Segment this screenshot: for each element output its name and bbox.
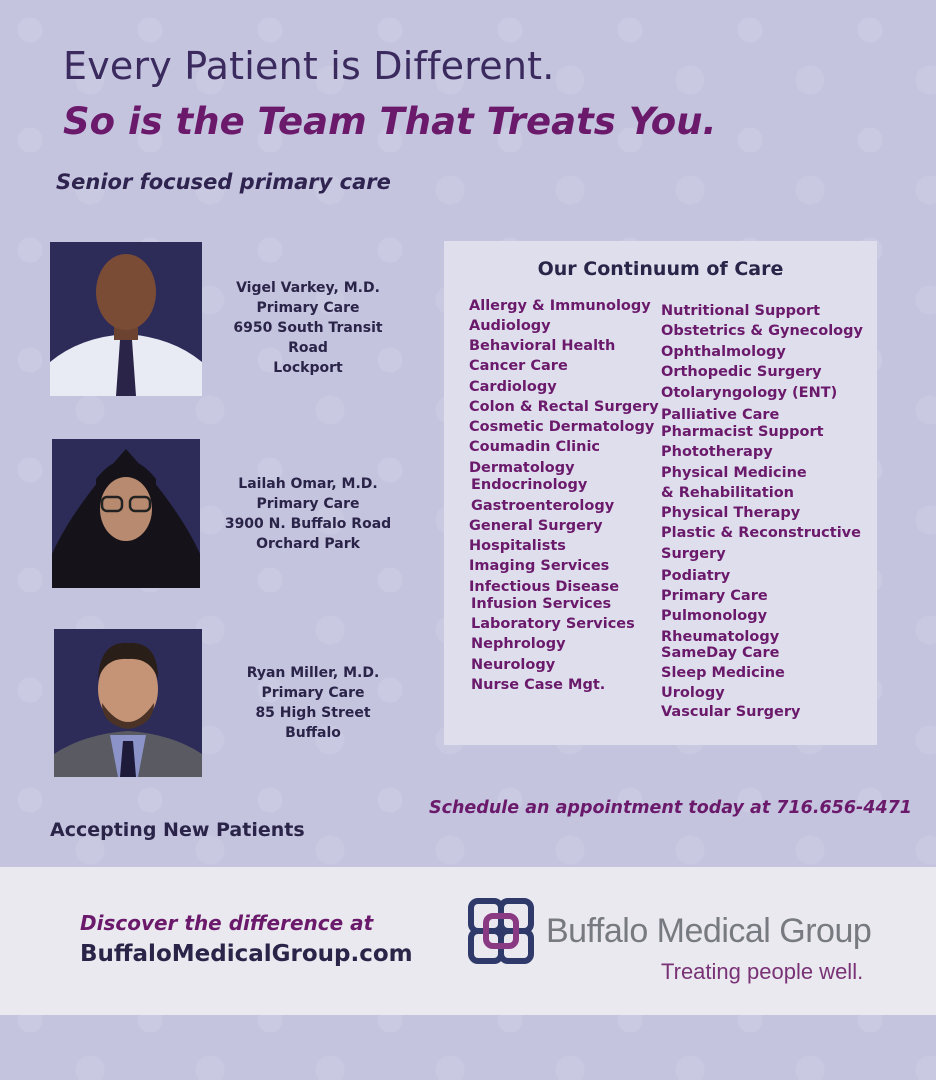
care-item: Pharmacist Support: [661, 424, 824, 440]
doctor-specialty: Primary Care: [261, 685, 365, 701]
care-item: Colon & Rectal Surgery: [469, 399, 659, 415]
care-item: Otolaryngology (ENT): [661, 385, 838, 401]
care-item: Pulmonology: [661, 608, 768, 624]
doctor-info-varkey: [213, 278, 403, 378]
brand-name: Buffalo Medical Group: [546, 912, 872, 950]
schedule-appointment-text: Schedule an appointment today at 716.656-4471: [429, 798, 912, 818]
website-link[interactable]: BuffaloMedicalGroup.com: [80, 941, 413, 967]
care-item: Nurse Case Mgt.: [471, 677, 606, 693]
care-item: Infectious Disease: [469, 579, 620, 595]
doctor-name: Lailah Omar, M.D.: [238, 476, 378, 492]
care-item: General Surgery: [469, 518, 603, 534]
care-item: Plastic & Reconstructive: [661, 525, 861, 541]
care-item: Primary Care: [661, 588, 768, 604]
care-item: Rheumatology: [661, 629, 780, 645]
continuum-of-care-box: [444, 241, 877, 745]
care-item: Hospitalists: [469, 538, 566, 554]
care-item: Palliative Care: [661, 407, 780, 423]
care-item: Obstetrics & Gynecology: [661, 323, 863, 339]
doctor-name: Ryan Miller, M.D.: [246, 665, 380, 681]
care-item: Nutritional Support: [661, 303, 821, 319]
care-item: Urology: [661, 685, 725, 701]
care-item: Orthopedic Surgery: [661, 364, 822, 380]
doctor-photo-omar: [52, 439, 200, 588]
care-item: Dermatology: [469, 460, 575, 476]
doctor-specialty: Primary Care: [256, 496, 360, 512]
care-item: Audiology: [469, 318, 551, 334]
headline-line-1: Every Patient is Different.: [63, 44, 555, 88]
care-item: & Rehabilitation: [661, 485, 794, 501]
care-item: Nephrology: [471, 636, 566, 652]
care-item: Cardiology: [469, 379, 557, 395]
care-item: Imaging Services: [469, 558, 610, 574]
doctor-info-omar: [213, 474, 403, 554]
doctor-city: Buffalo: [285, 725, 341, 741]
care-item: Coumadin Clinic: [469, 439, 601, 455]
doctor-info-miller: [218, 663, 408, 743]
tagline: Senior focused primary care: [56, 170, 391, 194]
accepting-new-patients: Accepting New Patients: [50, 819, 305, 841]
care-item: Behavioral Health: [469, 338, 616, 354]
care-item: Infusion Services: [471, 596, 612, 612]
care-item: Ophthalmology: [661, 344, 786, 360]
brand-slogan: Treating people well.: [661, 959, 864, 984]
interlocking-squares-logo-icon: [468, 898, 534, 964]
doctor-specialty: Primary Care: [256, 300, 360, 316]
care-item: Physical Medicine: [661, 465, 807, 481]
doctor-photo-varkey: [50, 242, 202, 396]
care-item: Sleep Medicine: [661, 665, 785, 681]
doctor-address: 3900 N. Buffalo Road: [224, 516, 392, 532]
doctor-name: Vigel Varkey, M.D.: [236, 280, 380, 296]
care-item: Vascular Surgery: [661, 704, 801, 720]
care-title: Our Continuum of Care: [537, 258, 784, 280]
care-item: Phototherapy: [661, 444, 773, 460]
care-item: SameDay Care: [661, 645, 780, 661]
doctor-city: Orchard Park: [256, 536, 360, 552]
care-item: Endocrinology: [471, 477, 588, 493]
care-item: Gastroenterology: [471, 498, 615, 514]
care-item: Neurology: [471, 657, 556, 673]
doctor-photo-miller: [54, 629, 202, 777]
care-item: Laboratory Services: [471, 616, 635, 632]
discover-text: Discover the difference at: [80, 911, 374, 935]
doctor-address: 6950 South Transit Road: [233, 320, 383, 356]
headline-line-2: So is the Team That Treats You.: [63, 100, 717, 143]
care-item: Cancer Care: [469, 358, 568, 374]
care-item: Allergy & Immunology: [469, 298, 651, 314]
care-item: Cosmetic Dermatology: [469, 419, 655, 435]
doctor-city: Lockport: [273, 360, 343, 376]
care-item: Podiatry: [661, 568, 731, 584]
care-item: Surgery: [661, 546, 726, 562]
doctor-address: 85 High Street: [255, 705, 371, 721]
care-item: Physical Therapy: [661, 505, 801, 521]
